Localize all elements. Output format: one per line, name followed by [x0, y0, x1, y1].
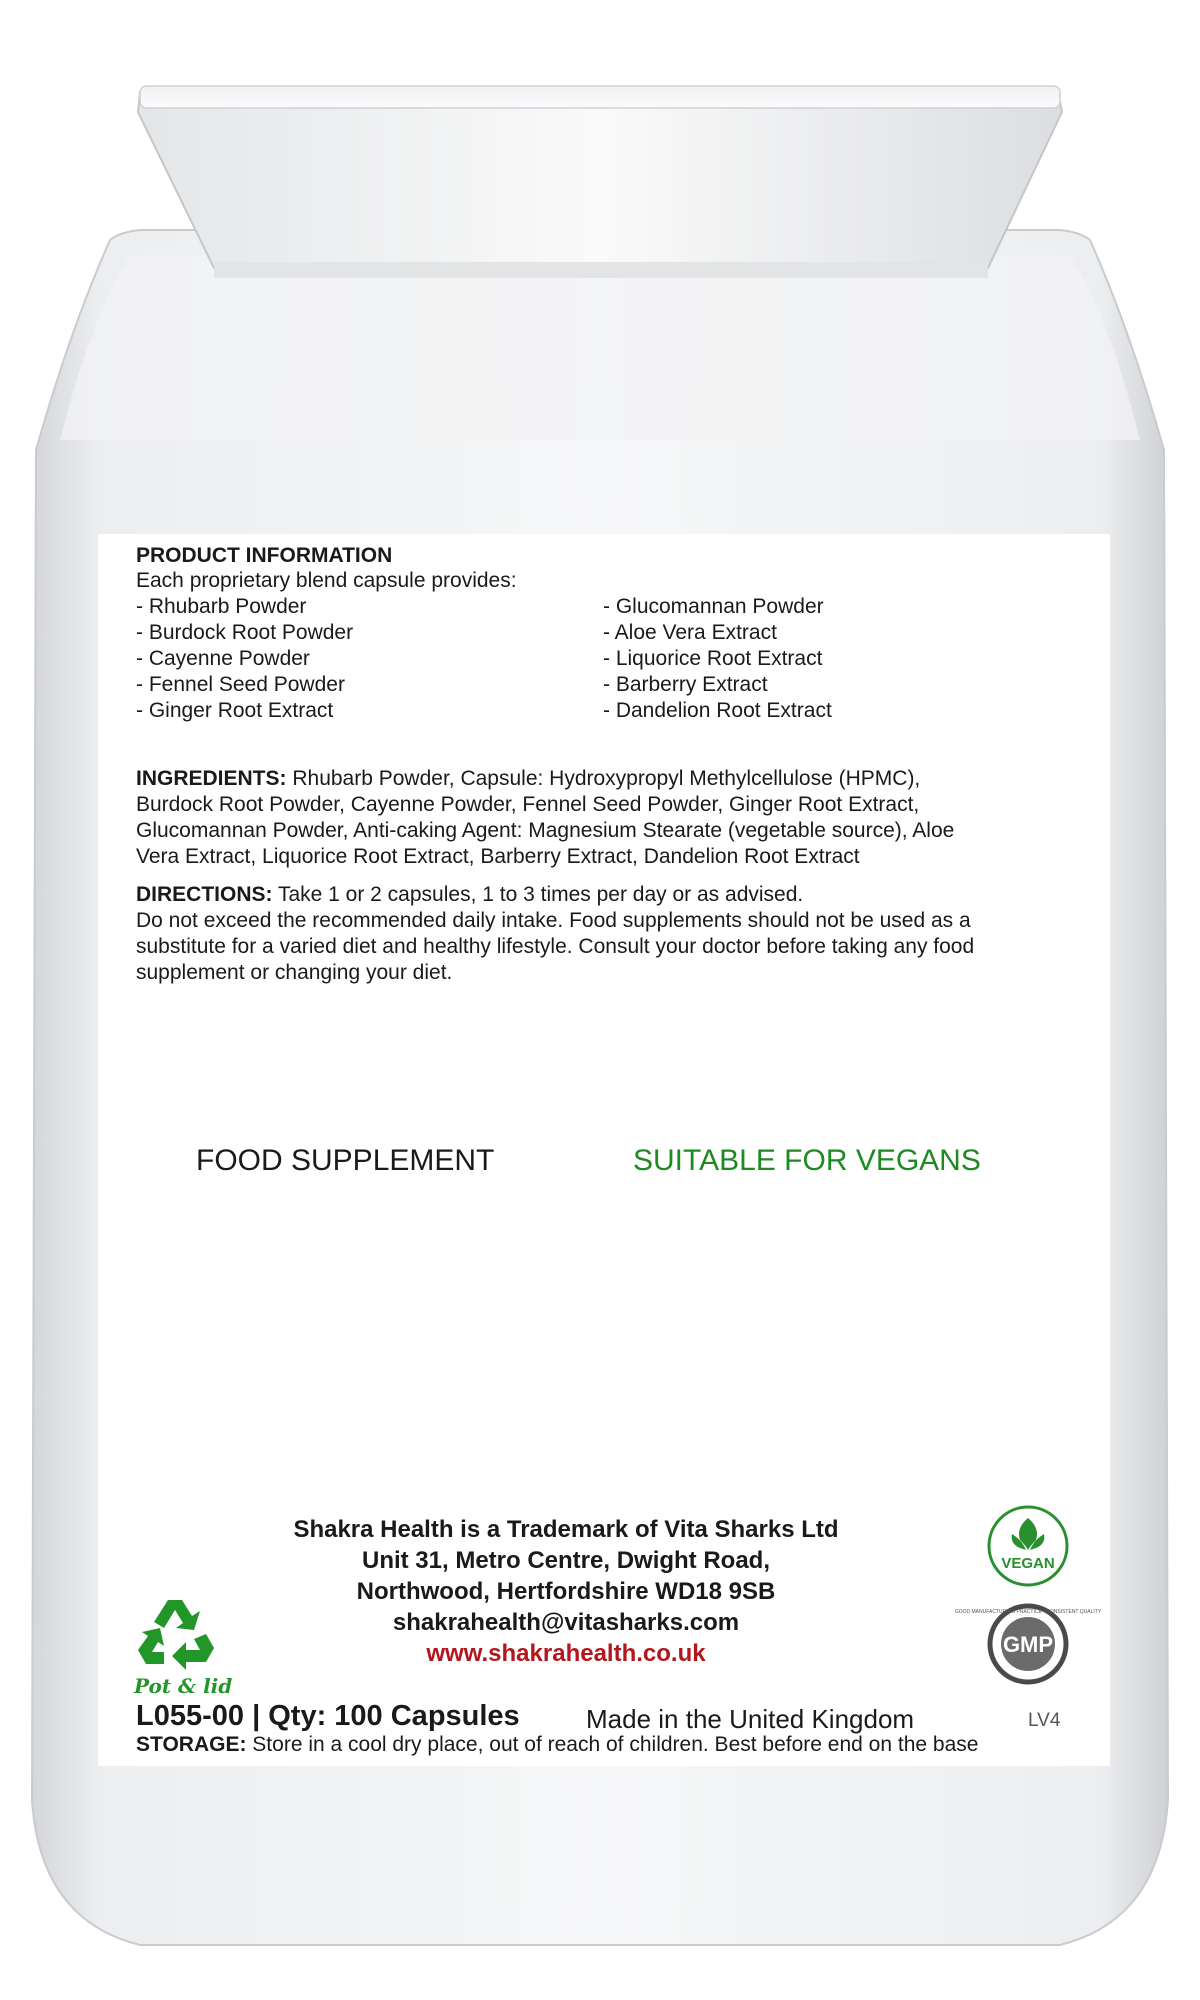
product-info-heading: PRODUCT INFORMATION	[136, 544, 393, 567]
product-info-intro: Each proprietary blend capsule provides:	[136, 569, 517, 592]
gmp-badge-text: GMP	[1002, 1632, 1054, 1657]
directions-label: DIRECTIONS:	[136, 883, 273, 906]
directions-text: Take 1 or 2 capsules, 1 to 3 times per day or as advised.	[272, 883, 804, 906]
gmp-badge	[954, 1602, 1102, 1686]
storage-block	[136, 1732, 978, 1758]
directions-block	[136, 882, 1086, 986]
ingredients-text: Glucomannan Powder, Anti-caking Agent: Magnesium Stearate (vegetable source), Aloe	[136, 819, 955, 842]
company-line: Northwood, Hertfordshire WD18 9SB	[356, 1578, 776, 1605]
directions-text: Do not exceed the recommended daily intake. Food supplements should not be used as a	[136, 909, 971, 932]
list-item: - Dandelion Root Extract	[603, 699, 832, 722]
list-item: - Ginger Root Extract	[136, 699, 334, 722]
company-website: www.shakrahealth.co.uk	[426, 1640, 706, 1667]
ingredient-list-right	[603, 594, 832, 724]
company-line: Shakra Health is a Trademark of Vita Sharks Ltd	[293, 1516, 839, 1543]
bottle-cap	[138, 92, 1062, 268]
list-item: - Burdock Root Powder	[136, 621, 354, 644]
ingredients-text: Rhubarb Powder, Capsule: Hydroxypropyl Methylcellulose (HPMC),	[286, 767, 921, 790]
version-code: LV4	[1028, 1710, 1061, 1731]
list-item: - Aloe Vera Extract	[603, 621, 777, 644]
food-supplement-label: FOOD SUPPLEMENT	[196, 1144, 495, 1177]
ingredients-text: Vera Extract, Liquorice Root Extract, Barberry Extract, Dandelion Root Extract	[136, 845, 860, 868]
storage-label: STORAGE:	[136, 1733, 247, 1756]
product-label	[98, 534, 1110, 1766]
lot-quantity: L055-00 | Qty: 100 Capsules	[136, 1700, 520, 1732]
list-item: - Cayenne Powder	[136, 647, 310, 670]
ingredients-label: INGREDIENTS:	[136, 767, 287, 790]
company-line: Unit 31, Metro Centre, Dwight Road,	[361, 1547, 771, 1574]
list-item: - Liquorice Root Extract	[603, 647, 823, 670]
ingredients-text: Burdock Root Powder, Cayenne Powder, Fennel Seed Powder, Ginger Root Extract,	[136, 793, 920, 816]
list-item: - Glucomannan Powder	[603, 595, 824, 618]
vegan-badge-text: VEGAN	[1001, 1555, 1055, 1572]
list-item: - Fennel Seed Powder	[136, 673, 345, 696]
vegan-badge	[986, 1504, 1070, 1588]
recycle-caption: Pot & lid	[134, 1674, 233, 1698]
vegan-claim: SUITABLE FOR VEGANS	[633, 1144, 981, 1177]
ingredients-block	[136, 766, 1086, 870]
list-item: - Barberry Extract	[603, 673, 768, 696]
list-item: - Rhubarb Powder	[136, 595, 307, 618]
gmp-badge-ring: GOOD MANUFACTURING PRACTICE · CONSISTENT QUALITY	[954, 1609, 1102, 1615]
made-in: Made in the United Kingdom	[586, 1704, 915, 1734]
directions-text: substitute for a varied diet and healthy lifestyle. Consult your doctor before taking any food	[136, 935, 975, 958]
company-address	[266, 1514, 866, 1669]
recycle-icon	[134, 1594, 224, 1684]
storage-text: Store in a cool dry place, out of reach of children. Best before end on the base	[246, 1733, 979, 1756]
company-email: shakrahealth@vitasharks.com	[392, 1609, 740, 1636]
ingredient-list-left	[136, 594, 353, 724]
directions-text: supplement or changing your diet.	[136, 961, 453, 984]
